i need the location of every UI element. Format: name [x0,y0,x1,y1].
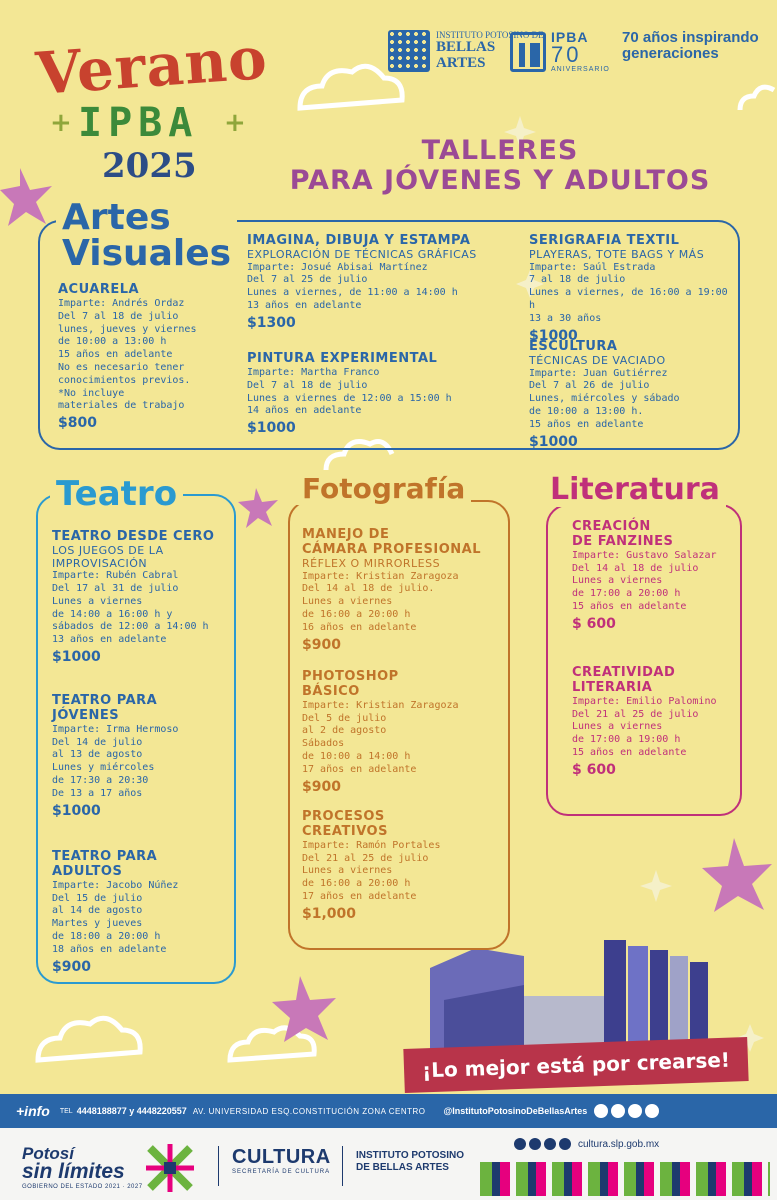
institute-emblem-icon [388,30,430,72]
course-detail: al 14 de agosto [52,905,143,917]
address: AV. UNIVERSIDAD ESQ.CONSTITUCIÓN ZONA CENTRO [192,1106,426,1116]
building-illustration [430,940,708,1052]
course-name: MANEJO DE [302,527,390,542]
course-detail: Martes y jueves [52,918,143,930]
course-price: $ 600 [572,761,616,778]
course-price: $ 600 [572,615,616,632]
course-detail: Del 14 de julio [52,736,143,748]
course-detail: Lunes y miércoles [52,762,155,774]
course-detail: 15 años en adelante [572,601,687,613]
course-name: ESCULTURA [529,339,618,354]
course-detail: Imparte: Jacobo Núñez [52,879,179,891]
course-serigrafia-textil [529,234,734,345]
course-subtitle: IMPROVISACIÓN [52,556,148,570]
divider [218,1146,219,1186]
course-detail: Lunes a viernes [572,721,663,733]
course-detail: 13 años en adelante [247,299,362,311]
course-detail: 18 años en adelante [52,943,167,955]
cultura-title: CULTURA [232,1146,331,1168]
course-detail: Imparte: Irma Hermoso [52,723,179,735]
course-price: $900 [302,778,341,795]
course-teatro-jovenes [52,694,232,821]
youtube-icon[interactable] [559,1138,571,1150]
course-name: PHOTOSHOP [302,669,399,684]
course-detail: Lunes a viernes, de 16:00 a 19:00 h [529,287,728,311]
course-detail: 15 años en adelante [572,747,687,759]
course-detail: Lunes, miércoles y sábado [529,393,680,405]
course-detail: Lunes a viernes [302,865,393,877]
anniversary-number: 70 [551,42,582,67]
course-detail: de 10:00 a 13:00 h. [529,405,644,417]
sparkle-icon: + [50,108,72,138]
course-detail: Del 14 al 18 de julio [572,562,699,574]
course-detail: 7 al 18 de julio [529,274,626,286]
course-detail: Del 15 de julio [52,892,143,904]
slogan-banner: ¡Lo mejor está por crearse! [403,1037,748,1093]
course-subtitle: RÉFLEX O MIRRORLESS [302,556,441,570]
course-detail: Lunes a viernes [302,596,393,608]
course-price: $1000 [52,649,101,665]
course-name: CREACIÓN [572,519,651,534]
youtube-icon[interactable] [628,1104,642,1118]
course-escultura [529,340,734,451]
course-detail: 15 años en adelante [529,418,644,430]
course-photoshop-basico [302,670,502,797]
course-detail: Imparte: Saúl Estrada [529,261,656,273]
page-heading [260,136,740,196]
course-detail: sábados de 12:00 a 14:00 h [52,621,209,633]
course-detail: de 17:30 a 20:30 [52,775,149,787]
course-detail: de 16:00 a 20:00 h [302,878,411,890]
course-detail: 17 años en adelante [302,763,417,775]
course-name: ADULTOS [52,863,123,879]
course-name: PINTURA EXPERIMENTAL [247,351,438,366]
course-detail: Imparte: Gustavo Salazar [572,549,717,561]
anniversary-name: IPBA [551,29,589,45]
course-name: CÁMARA PROFESIONAL [302,541,482,557]
course-detail: Imparte: Josué Abisai Martínez [247,261,428,273]
website-row [514,1138,659,1150]
course-detail: Del 7 al 18 de julio [247,379,368,391]
course-creacion-fanzines [572,520,740,634]
course-detail: Del 7 al 18 de julio [58,310,179,322]
instagram-icon[interactable] [544,1138,556,1150]
course-detail: Imparte: Kristian Zaragoza [302,570,459,582]
course-name: TEATRO DESDE CERO [52,529,215,544]
course-detail: Del 5 de julio [302,712,387,724]
tagline: 70 años inspirando generaciones [622,29,759,62]
course-detail: Lunes a viernes de 12:00 a 15:00 h [247,392,452,404]
divider [342,1146,343,1186]
potosi-line2: sin límites [22,1160,125,1184]
anniversary-logo [510,30,610,73]
cultura-subtitle: SECRETARÍA DE CULTURA [232,1169,331,1175]
course-price: $900 [52,958,91,975]
artes-title-line1: Artes [62,197,171,238]
artes-visuales-title [56,197,237,274]
course-detail: Sábados [302,738,345,750]
ipba-footer-line2: DE BELLAS ARTES [356,1162,449,1173]
info-bar [0,1094,777,1128]
teatro-title: Teatro [50,474,183,514]
course-name: SERIGRAFIA TEXTIL [529,233,680,248]
course-detail: 17 años en adelante [302,891,417,903]
course-detail: de 10:00 a 14:00 h [302,751,411,763]
course-detail: de 17:00 a 20:00 h [572,588,681,600]
anniversary-label: ANIVERSARIO [551,66,610,73]
course-pintura-experimental [247,352,522,438]
ipba-footer-line1: INSTITUTO POTOSINO [356,1150,464,1161]
course-name: CREATIVOS [302,823,388,839]
course-detail: *No incluye [58,387,125,399]
course-teatro-desde-cero [52,530,232,667]
potosi-line1: Potosí [22,1144,74,1163]
course-price: $1,000 [302,905,357,922]
course-detail: Del 17 al 31 de julio [52,583,179,595]
course-detail: Imparte: Ramón Portales [302,839,441,851]
sparkle-icon: + [224,108,246,138]
literatura-title: Literatura [544,472,726,507]
course-subtitle: TÉCNICAS DE VACIADO [529,353,666,367]
course-name: ACUARELA [58,282,140,297]
course-detail: Imparte: Emilio Palomino [572,695,717,707]
instagram-icon[interactable] [611,1104,625,1118]
course-detail: Lunes a viernes [52,595,143,607]
course-detail: Del 21 al 25 de julio [572,708,699,720]
course-name: LITERARIA [572,679,653,695]
potosi-logo[interactable] [22,1146,143,1191]
course-name: BÁSICO [302,683,360,699]
cultura-logo[interactable] [232,1146,331,1175]
course-detail: conocimientos previos. [58,374,191,386]
course-price: $1000 [247,420,296,437]
ipba-title: IPBA [78,100,199,146]
course-detail: 14 años en adelante [247,405,362,417]
course-detail: No es necesario tener [58,361,185,373]
ipba-mark-icon [510,32,546,72]
course-detail: Imparte: Andrés Ordaz [58,297,185,309]
year-title: 2025 [102,146,197,186]
course-detail: de 10:00 a 13:00 h [58,336,167,348]
course-imagina-dibuja [247,234,522,333]
phone-numbers[interactable]: 4448188877 y 4448220557 [76,1106,187,1116]
course-detail: De 13 a 17 años [52,787,143,799]
course-detail: de 17:00 a 19:00 h [572,734,681,746]
course-detail: Del 21 al 25 de julio [302,852,429,864]
course-detail: Imparte: Rubén Cabral [52,570,179,582]
course-acuarela [58,283,248,433]
course-price: $900 [302,636,341,653]
course-detail: Del 7 al 25 de julio [247,274,368,286]
info-label: +info [16,1103,50,1119]
course-price: $1300 [247,314,296,331]
course-price: $800 [58,415,97,432]
verano-title: Verano [33,24,270,108]
course-detail: lunes, jueves y viernes [58,323,197,335]
potosi-line3: GOBIERNO DEL ESTADO 2021 · 2027 [22,1184,143,1191]
course-detail: 15 años en adelante [58,349,173,361]
course-subtitle: EXPLORACIÓN DE TÉCNICAS GRÁFICAS [247,247,477,261]
course-detail: al 2 de agosto [302,725,387,737]
course-detail: materiales de trabajo [58,400,185,412]
fotografia-title: Fotografía [296,472,471,505]
ipba-footer-logo[interactable] [356,1150,464,1174]
course-detail: 13 años en adelante [52,634,167,646]
course-creatividad-literaria [572,666,740,780]
course-detail: Imparte: Martha Franco [247,366,380,378]
potosi-star-icon [142,1140,198,1196]
heading-line2: PARA JÓVENES Y ADULTOS [289,165,711,197]
institute-line1: INSTITUTO POTOSINO DE [436,29,544,40]
course-teatro-adultos [52,850,232,977]
institute-line2: BELLAS [436,38,496,55]
course-name: DE FANZINES [572,533,674,549]
course-name: PROCESOS [302,809,385,824]
social-handle[interactable]: @InstitutoPotosinoDeBellasArtes [443,1106,588,1116]
course-subtitle: LOS JUEGOS DE LA [52,543,164,557]
facebook-icon[interactable] [514,1138,526,1150]
artes-title-line2: Visuales [62,233,232,274]
course-detail: Imparte: Kristian Zaragoza [302,699,459,711]
x-icon[interactable] [529,1138,541,1150]
course-subtitle: PLAYERAS, TOTE BAGS Y MÁS [529,247,705,261]
website-link[interactable]: cultura.slp.gob.mx [578,1138,660,1150]
heading-line1: TALLERES [421,135,579,166]
course-procesos-creativos [302,810,502,924]
course-camara-profesional [302,528,502,654]
course-detail: al 13 de agosto [52,749,143,761]
course-detail: Imparte: Juan Gutiérrez [529,367,668,379]
course-detail: 13 a 30 años [529,312,602,324]
course-price: $1000 [52,802,101,819]
institute-line3: ARTES [436,54,486,71]
course-detail: de 18:00 a 20:00 h [52,931,161,943]
tel-label: TEL [59,1107,73,1115]
course-detail: de 14:00 a 16:00 h y [52,608,173,620]
twitter-icon[interactable] [645,1104,659,1118]
course-name: TEATRO PARA [52,849,158,864]
course-name: IMAGINA, DIBUJA Y ESTAMPA [247,233,471,248]
course-detail: de 16:00 a 20:00 h [302,608,411,620]
course-detail: Del 14 al 18 de julio. [302,583,435,595]
course-detail: 16 años en adelante [302,621,417,633]
course-name: TEATRO PARA [52,693,158,708]
course-price: $1000 [529,327,578,344]
course-price: $1000 [529,433,578,450]
course-detail: Lunes a viernes, de 11:00 a 14:00 h [247,287,458,299]
course-detail: Lunes a viernes [572,575,663,587]
course-name: CREATIVIDAD [572,665,676,680]
course-detail: Del 7 al 26 de julio [529,380,650,392]
decorative-pattern [480,1162,770,1196]
facebook-icon[interactable] [594,1104,608,1118]
course-name: JÓVENES [52,707,120,723]
